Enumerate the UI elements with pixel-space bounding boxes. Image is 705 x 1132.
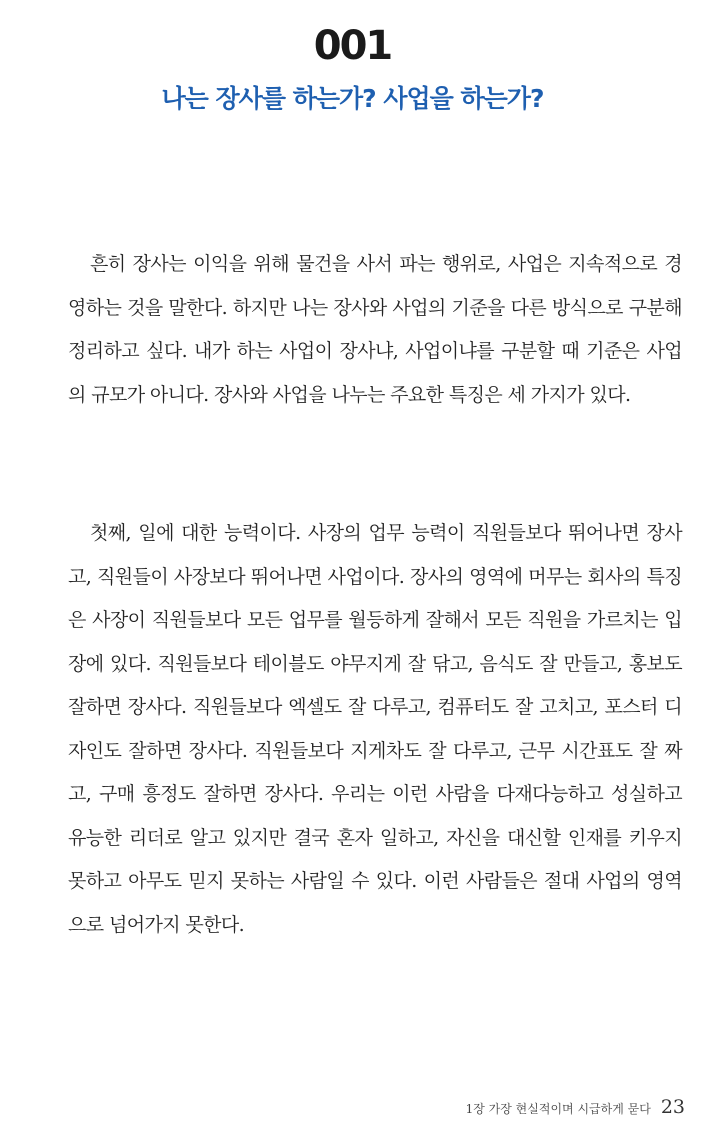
body-paragraph: 첫째, 일에 대한 능력이다. 사장의 업무 능력이 직원들보다 뛰어나면 장사고, 직원들이 사장보다 뛰어나면 사업이다. 장사의 영역에 머무는 회사의 특징은 사장이 직원들보다 모든 업무를 월등하게 잘해서 모든 직원을 가르치는 입장에 있다. 직원들보다 테이블도 야무지게 잘 닦고, 음식도 잘 만들고, 홍보도 잘하면 장사다. 직원들보다 엑셀도 잘 다루고, 컴퓨터도 잘 고치고, 포스터 디자인도 잘하면 장사다. 직원들보다 지게차도 잘 다루고, 근무 시간표도 잘 짜고, 구매 흥정도 잘하면 장사다. 우리는 이런 사람을 다재다능하고 성실하고 유능한 리더로 알고 있지만 결국 혼자 일하고, 자신을 대신할 인재를 키우지 못하고 아무도 믿지 못하는 사람일 수 있다. 이런 사람들은 절대 사업의 영역으로 넘어가지 못한다.	[68, 522, 682, 936]
page-number: 23	[660, 1096, 685, 1118]
page-footer	[466, 1096, 685, 1118]
chapter-title: 나는 장사를 하는가? 사업을 하는가?	[161, 84, 544, 113]
running-footer-chapter: 1장 가장 현실적이며 시급하게 묻다	[465, 1102, 651, 1116]
chapter-number: 001	[313, 23, 392, 69]
body-paragraph: 흔히 장사는 이익을 위해 물건을 사서 파는 행위로, 사업은 지속적으로 경영하는 것을 말한다. 하지만 나는 장사와 사업의 기준을 다른 방식으로 구분해 정리하고 싶다. 내가 하는 사업이 장사냐, 사업이냐를 구분할 때 기준은 사업의 규모가 아니다. 장사와 사업을 나누는 주요한 특징은 세 가지가 있다.	[68, 253, 682, 406]
